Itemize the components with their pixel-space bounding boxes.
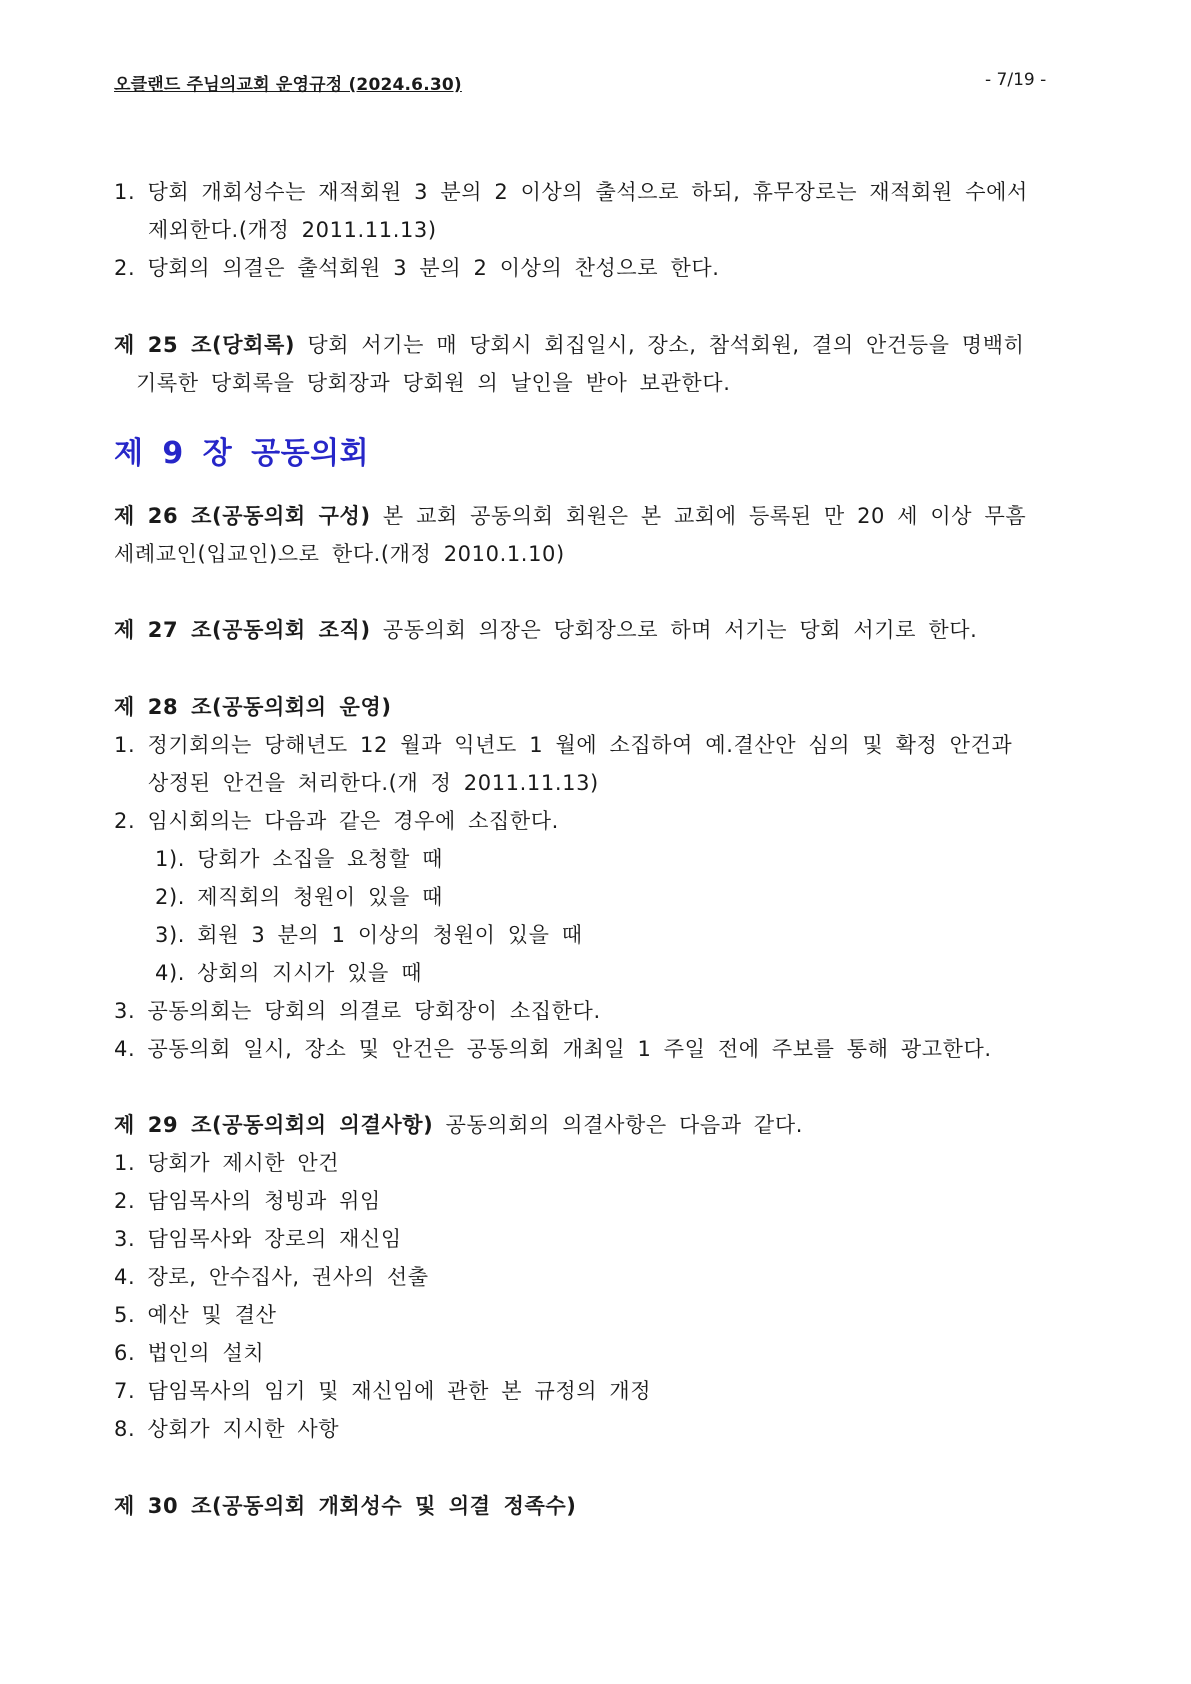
article-29-line bbox=[114, 1111, 803, 1139]
list-item: 1. 당회가 제시한 안건 bbox=[114, 1151, 340, 1175]
article-27-line bbox=[114, 616, 977, 644]
list-item: 2. 담임목사의 청빙과 위임 bbox=[114, 1189, 381, 1213]
article-26-text: 본 교회 공동의회 회원은 본 교회에 등록된 만 20 세 이상 무흠 bbox=[370, 504, 1027, 528]
article-29-text: 공동의회의 의결사항은 다음과 같다. bbox=[433, 1113, 803, 1137]
article-26-heading: 제 26 조(공동의회 구성) bbox=[114, 504, 371, 528]
article-28-item-1-line-2: 상정된 안건을 처리한다.(개 정 2011.11.13) bbox=[148, 771, 599, 795]
page-number: - 7/19 - bbox=[985, 70, 1047, 90]
article-29-heading: 제 29 조(공동의회의 의결사항) bbox=[114, 1113, 434, 1137]
quorum-item-1-line-2: 제외한다.(개정 2011.11.13) bbox=[148, 218, 437, 242]
quorum-item-2: 2. 당회의 의결은 출석회원 3 분의 2 이상의 찬성으로 한다. bbox=[114, 256, 720, 280]
list-item: 3. 담임목사와 장로의 재신임 bbox=[114, 1227, 402, 1251]
article-28-heading: 제 28 조(공동의회의 운영) bbox=[114, 695, 392, 719]
chapter-9-title: 제 9 장 공동의회 bbox=[114, 436, 370, 471]
article-25-line-1 bbox=[114, 331, 1024, 359]
article-28-item-1-line-1: 1. 정기회의는 당해년도 12 월과 익년도 1 월에 소집하여 예.결산안 심의 및 확정 안건과 bbox=[114, 733, 1013, 757]
article-25-heading: 제 25 조(당회록) bbox=[114, 333, 296, 357]
list-item: 6. 법인의 설치 bbox=[114, 1341, 265, 1365]
article-25-line-2: 기록한 당회록을 당회장과 당회원 의 날인을 받아 보관한다. bbox=[136, 371, 731, 395]
article-28-item-4: 4. 공동의회 일시, 장소 및 안건은 공동의회 개최일 1 주일 전에 주보를 통해 광고한다. bbox=[114, 1037, 992, 1061]
article-26-line-1 bbox=[114, 502, 1026, 530]
article-28-sub-4: 4). 상회의 지시가 있을 때 bbox=[155, 961, 423, 985]
article-28-item-3: 3. 공동의회는 당회의 의결로 당회장이 소집한다. bbox=[114, 999, 601, 1023]
article-30-heading: 제 30 조(공동의회 개회성수 및 의결 정족수) bbox=[114, 1494, 577, 1518]
article-28-sub-2: 2). 제직회의 청원이 있을 때 bbox=[155, 885, 443, 909]
article-26-line-2: 세례교인(입교인)으로 한다.(개정 2010.1.10) bbox=[114, 542, 565, 566]
list-item: 8. 상회가 지시한 사항 bbox=[114, 1417, 340, 1441]
article-25-text: 당회 서기는 매 당회시 회집일시, 장소, 참석회원, 결의 안건등을 명백히 bbox=[295, 333, 1025, 357]
article-28-sub-1: 1). 당회가 소집을 요청할 때 bbox=[155, 847, 443, 871]
list-item: 4. 장로, 안수집사, 권사의 선출 bbox=[114, 1265, 429, 1289]
quorum-item-1-line-1: 1. 당회 개회성수는 재적회원 3 분의 2 이상의 출석으로 하되, 휴무장로는 재적회원 수에서 bbox=[114, 180, 1028, 204]
article-27-text: 공동의회 의장은 당회장으로 하며 서기는 당회 서기로 한다. bbox=[370, 618, 978, 642]
article-28-sub-3: 3). 회원 3 분의 1 이상의 청원이 있을 때 bbox=[155, 923, 583, 947]
header-title: 오클랜드 주님의교회 운영규정 (2024.6.30) bbox=[114, 75, 462, 95]
article-27-heading: 제 27 조(공동의회 조직) bbox=[114, 618, 371, 642]
list-item: 7. 담임목사의 임기 및 재신임에 관한 본 규정의 개정 bbox=[114, 1379, 652, 1403]
list-item: 5. 예산 및 결산 bbox=[114, 1303, 277, 1327]
article-28-item-2: 2. 임시회의는 다음과 같은 경우에 소집한다. bbox=[114, 809, 559, 833]
